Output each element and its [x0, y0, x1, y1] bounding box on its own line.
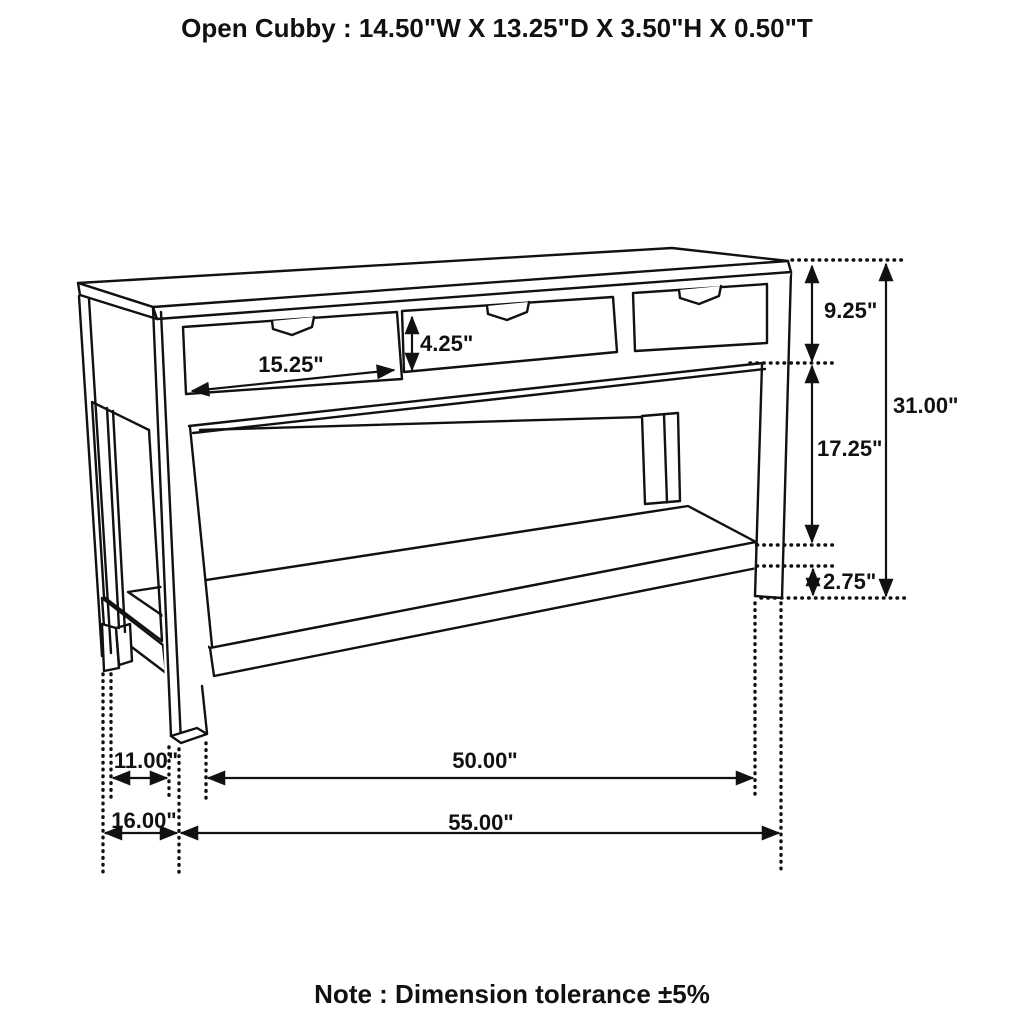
back-rail-edge: [200, 417, 642, 430]
label-front-inner-width: 50.00": [452, 748, 518, 773]
tolerance-note: Note : Dimension tolerance ±5%: [314, 979, 710, 1009]
diagram-title: Open Cubby : 14.50"W X 13.25"D X 3.50"H X 0.50"T: [181, 13, 813, 43]
label-shelf-clearance: 2.75": [823, 569, 877, 594]
label-overall-depth: 16.00": [111, 808, 177, 833]
label-drawer-width: 15.25": [258, 352, 324, 377]
back-right-leg: [642, 413, 680, 504]
back-left-leg-outer-edge: [79, 296, 102, 656]
label-top-section: 9.25": [824, 298, 878, 323]
label-overall-width: 55.00": [448, 810, 514, 835]
label-side-inner-depth: 11.00": [113, 748, 179, 773]
label-overall-height: 31.00": [893, 393, 959, 418]
label-drawer-height: 4.25": [420, 331, 474, 356]
label-open-section: 17.25": [817, 436, 883, 461]
table-drawing: [78, 248, 792, 743]
lower-shelf: [128, 506, 757, 676]
